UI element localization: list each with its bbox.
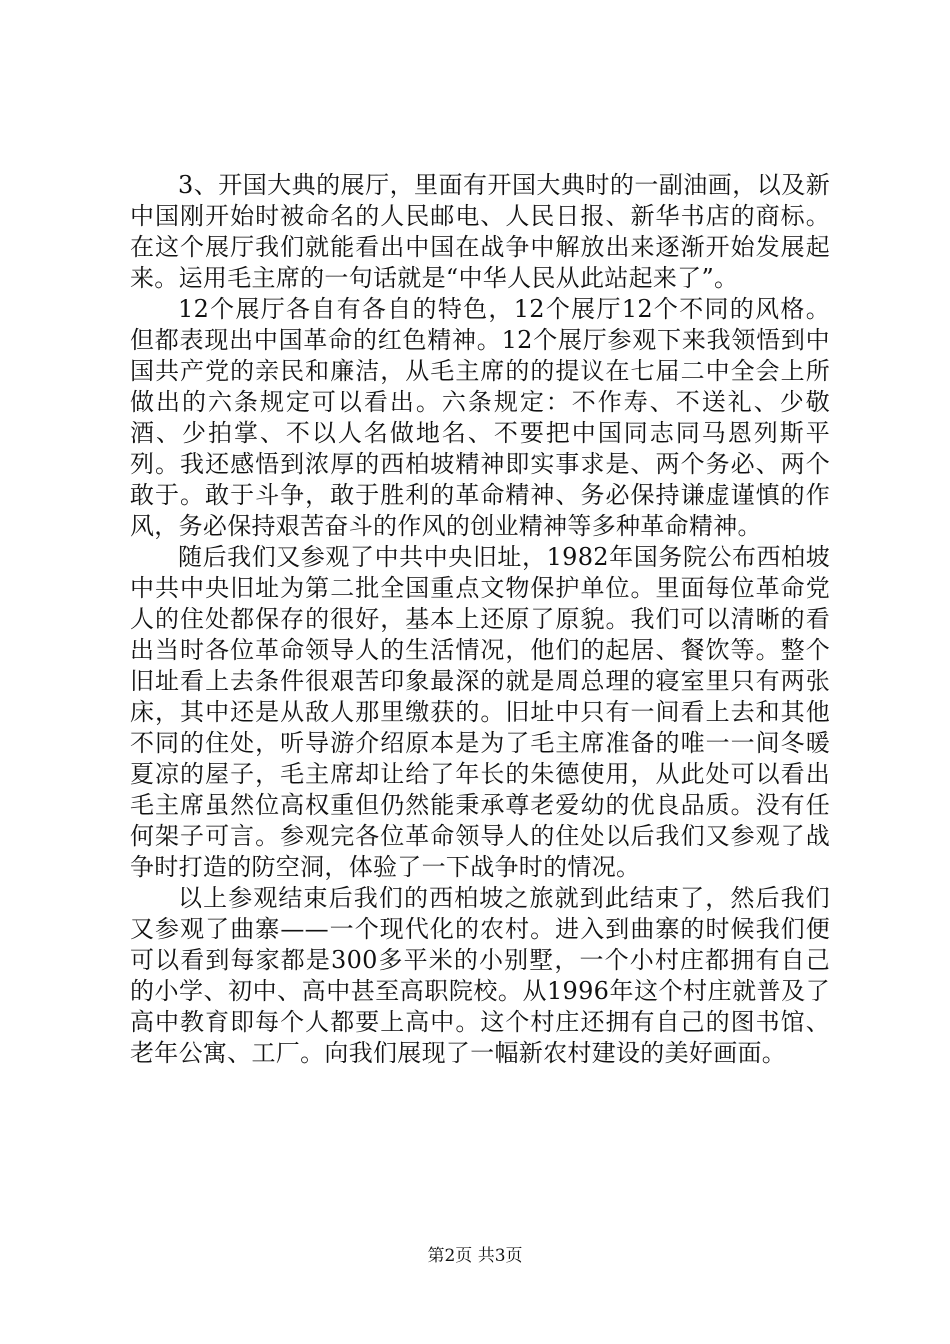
document-body xyxy=(130,170,830,1069)
paragraph-central-committee-site: 随后我们又参观了中共中央旧址，1982年国务院公布西柏坡中共中央旧址为第二批全国重点文物保护单位。里面每位革命党人的住处都保存的很好，基本上还原了原貌。我们可以清晰的看出当时各位革命领导人的生活情况，他们的起居、餐饮等。整个旧址看上去条件很艰苦印象最深的就是周总理的寝室里只有两张床，其中还是从敌人那里缴获的。旧址中只有一间看上去和其他不同的住处，听导游介绍原本是为了毛主席准备的唯一一间冬暖夏凉的屋子，毛主席却让给了年长的朱德使用，从此处可以看出毛主席虽然位高权重但仍然能秉承尊老爱幼的优良品质。没有任何架子可言。参观完各位革命领导人的住处以后我们又参观了战争时打造的防空洞，体验了一下战争时的情况。 xyxy=(130,543,830,881)
page-number-footer: 第2页 共3页 xyxy=(427,1246,523,1266)
paragraph-quzhai-village: 以上参观结束后我们的西柏坡之旅就到此结束了，然后我们又参观了曲寨——一个现代化的农村。进入到曲寨的时候我们便可以看到每家都是300多平米的小别墅，一个小村庄都拥有自己的小学、初中、高中甚至高职院校。从1996年这个村庄就普及了高中教育即每个人都要上高中。这个村庄还拥有自己的图书馆、老年公寓、工厂。向我们展现了一幅新农村建设的美好画面。 xyxy=(130,884,830,1067)
paragraph-twelve-halls: 12个展厅各自有各自的特色，12个展厅12个不同的风格。但都表现出中国革命的红色精神。12个展厅参观下来我领悟到中国共产党的亲民和廉洁，从毛主席的的提议在七届二中全会上所做出的六条规定可以看出。六条规定：不作寿、不送礼、少敬酒、少拍掌、不以人名做地名、不要把中国同志同马恩列斯平列。我还感悟到浓厚的西柏坡精神即实事求是、两个务必、两个敢于。敢于斗争，敢于胜利的革命精神、务必保持谦虚谨慎的作风，务必保持艰苦奋斗的作风的创业精神等多种革命精神。 xyxy=(130,295,830,540)
paragraph-exhibition-hall-3: 3、开国大典的展厅，里面有开国大典时的一副油画，以及新中国刚开始时被命名的人民邮电、人民日报、新华书店的商标。在这个展厅我们就能看出中国在战争中解放出来逐渐开始发展起来。运用毛主席的一句话就是“中华人民从此站起来了”。 xyxy=(130,171,830,292)
